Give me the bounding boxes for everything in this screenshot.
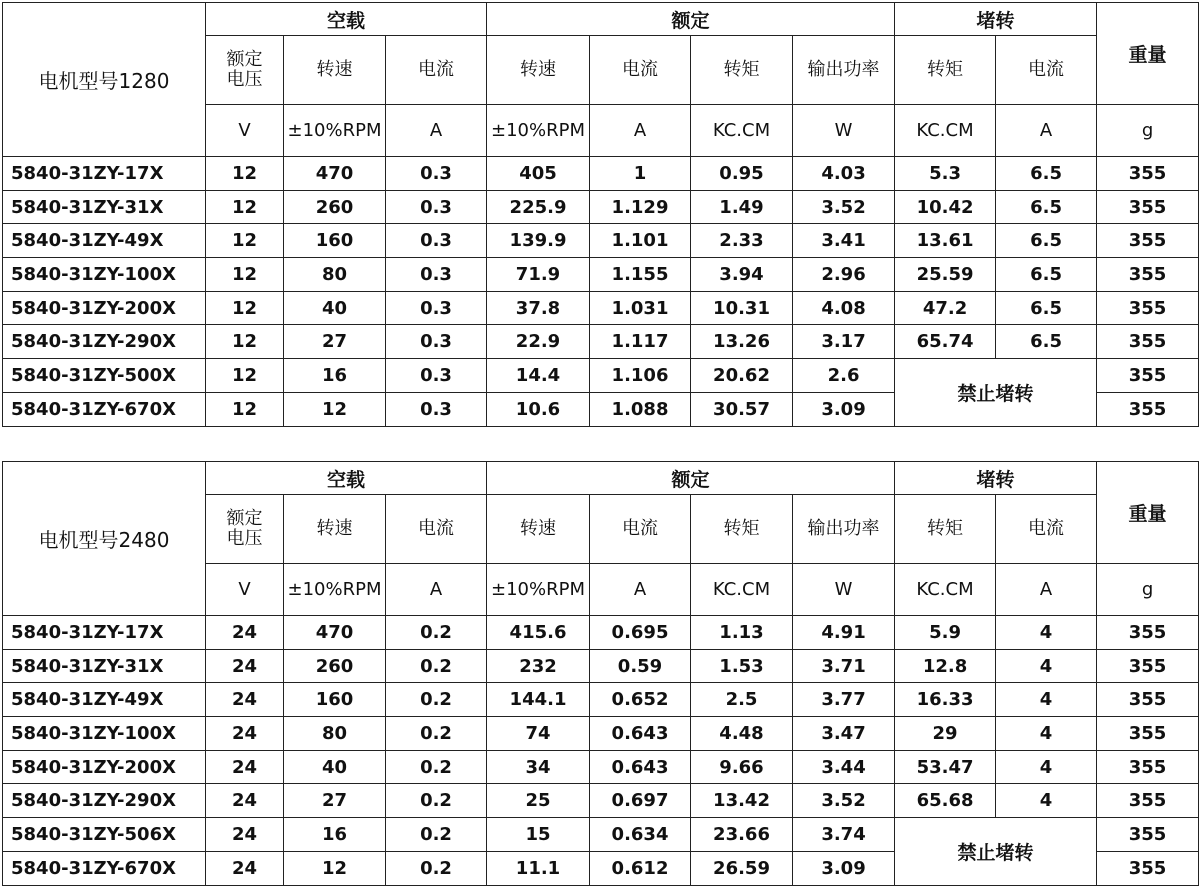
table-cell: 0.3 [386,190,487,224]
table-row [3,258,1199,292]
table-cell: 1.117 [590,325,691,359]
stall-prohibited-cell: 禁止堵转 [895,818,1097,885]
table-cell: 3.52 [793,190,895,224]
table-cell: 4.08 [793,291,895,325]
rated-voltage-header: 额定 电压 [206,495,284,564]
table-cell: 10.42 [895,190,996,224]
table-cell: 0.59 [590,649,691,683]
model-number-cell: 5840-31ZY-290X [3,784,206,818]
table-cell: 9.66 [691,750,793,784]
table-cell: 1.49 [691,190,793,224]
table-cell: 0.697 [590,784,691,818]
table-cell: 12 [206,190,284,224]
table-row [3,616,1199,650]
table-cell: 5.9 [895,616,996,650]
table-cell: 0.695 [590,616,691,650]
table-cell: 260 [284,649,386,683]
table-cell: 3.44 [793,750,895,784]
table-cell: 6.5 [996,291,1097,325]
table-cell: 23.66 [691,818,793,852]
table-cell: 24 [206,750,284,784]
table-row [3,649,1199,683]
table-cell: 3.47 [793,717,895,751]
table-cell: 1.129 [590,190,691,224]
table-cell: 0.3 [386,392,487,426]
table-cell: 6.5 [996,224,1097,258]
table-cell: 144.1 [487,683,590,717]
table-row [3,683,1199,717]
model-number-cell: 5840-31ZY-100X [3,258,206,292]
table-cell: 13.42 [691,784,793,818]
table-row [3,818,1199,852]
table-row [3,325,1199,359]
unit-current: A [590,564,691,616]
table-row [3,291,1199,325]
table-cell: 0.2 [386,616,487,650]
table-cell: 0.2 [386,784,487,818]
table-cell: 1 [590,157,691,191]
table-cell: 34 [487,750,590,784]
table-cell: 355 [1097,224,1199,258]
table-cell: 80 [284,717,386,751]
table-cell: 0.652 [590,683,691,717]
table-cell: 4 [996,616,1097,650]
model-number-cell: 5840-31ZY-500X [3,359,206,393]
table-cell: 27 [284,325,386,359]
table-cell: 4 [996,683,1097,717]
table-cell: 1.13 [691,616,793,650]
table-cell: 12 [206,157,284,191]
table-cell: 25 [487,784,590,818]
model-number-cell: 5840-31ZY-31X [3,190,206,224]
table-cell: 4.91 [793,616,895,650]
table-cell: 355 [1097,616,1199,650]
spec-table-2480 [2,461,1199,886]
table-cell: 12 [206,325,284,359]
table-cell: 14.4 [487,359,590,393]
rated-current-header: 电流 [590,495,691,564]
table-cell: 1.106 [590,359,691,393]
table-cell: 355 [1097,750,1199,784]
table-cell: 0.2 [386,717,487,751]
rated-speed-header: 转速 [487,495,590,564]
table-cell: 355 [1097,717,1199,751]
weight-header: 重量 [1097,462,1199,564]
table-cell: 71.9 [487,258,590,292]
no-load-current-header: 电流 [386,36,487,105]
table-cell: 3.17 [793,325,895,359]
table-cell: 0.3 [386,291,487,325]
unit-current: A [386,564,487,616]
unit-voltage: V [206,564,284,616]
table-row [3,157,1199,191]
unit-speed: ±10%RPM [284,105,386,157]
table-cell: 3.52 [793,784,895,818]
table-cell: 355 [1097,392,1199,426]
weight-header: 重量 [1097,3,1199,105]
table-cell: 10.6 [487,392,590,426]
model-number-cell: 5840-31ZY-670X [3,851,206,885]
table-cell: 24 [206,851,284,885]
table-cell: 6.5 [996,190,1097,224]
table-cell: 20.62 [691,359,793,393]
model-label-cell: 电机型号2480 [3,462,206,616]
no-load-header: 空载 [206,462,487,495]
table-cell: 27 [284,784,386,818]
unit-voltage: V [206,105,284,157]
table-cell: 16 [284,359,386,393]
table-cell: 25.59 [895,258,996,292]
table-cell: 24 [206,649,284,683]
table-cell: 3.77 [793,683,895,717]
rated-voltage-header: 额定 电压 [206,36,284,105]
unit-torque: KC.CM [691,105,793,157]
table-cell: 12.8 [895,649,996,683]
table-cell: 12 [206,291,284,325]
table-cell: 3.74 [793,818,895,852]
model-number-cell: 5840-31ZY-200X [3,750,206,784]
output-power-header: 输出功率 [793,36,895,105]
table-cell: 40 [284,291,386,325]
table-cell: 10.31 [691,291,793,325]
table-cell: 355 [1097,784,1199,818]
table-cell: 13.26 [691,325,793,359]
unit-weight: g [1097,564,1199,616]
table-cell: 24 [206,784,284,818]
model-number-cell: 5840-31ZY-49X [3,683,206,717]
table-cell: 22.9 [487,325,590,359]
table-cell: 160 [284,224,386,258]
table-cell: 12 [284,851,386,885]
table-cell: 1.155 [590,258,691,292]
table-cell: 405 [487,157,590,191]
table-cell: 0.643 [590,717,691,751]
unit-power: W [793,105,895,157]
unit-speed: ±10%RPM [487,105,590,157]
table-cell: 0.2 [386,818,487,852]
rated-speed-header: 转速 [487,36,590,105]
no-load-current-header: 电流 [386,495,487,564]
table-cell: 0.95 [691,157,793,191]
table-cell: 24 [206,717,284,751]
table-cell: 0.3 [386,157,487,191]
unit-power: W [793,564,895,616]
table-body [3,616,1199,886]
table-cell: 260 [284,190,386,224]
table-cell: 0.3 [386,359,487,393]
table-cell: 13.61 [895,224,996,258]
stall-prohibited-cell: 禁止堵转 [895,359,1097,426]
table-cell: 139.9 [487,224,590,258]
table-cell: 1.101 [590,224,691,258]
table-cell: 29 [895,717,996,751]
table-cell: 16 [284,818,386,852]
rated-current-header: 电流 [590,36,691,105]
table-cell: 12 [206,392,284,426]
unit-torque: KC.CM [895,105,996,157]
table-cell: 12 [206,359,284,393]
table-cell: 355 [1097,325,1199,359]
table-cell: 12 [206,258,284,292]
table-cell: 355 [1097,851,1199,885]
table-cell: 40 [284,750,386,784]
table-cell: 232 [487,649,590,683]
table-cell: 0.3 [386,258,487,292]
table-row [3,224,1199,258]
table-cell: 12 [284,392,386,426]
model-number-cell: 5840-31ZY-670X [3,392,206,426]
table-cell: 26.59 [691,851,793,885]
table-row [3,784,1199,818]
table-cell: 4 [996,784,1097,818]
table-cell: 3.94 [691,258,793,292]
table-cell: 355 [1097,649,1199,683]
table-cell: 0.2 [386,750,487,784]
table-row [3,717,1199,751]
table-cell: 415.6 [487,616,590,650]
table-cell: 355 [1097,359,1199,393]
table-cell: 24 [206,616,284,650]
table-cell: 12 [206,224,284,258]
model-number-cell: 5840-31ZY-290X [3,325,206,359]
table-cell: 11.1 [487,851,590,885]
table-cell: 225.9 [487,190,590,224]
spec-table-1280 [2,2,1199,427]
table-cell: 0.2 [386,683,487,717]
table-cell: 1.088 [590,392,691,426]
table-cell: 16.33 [895,683,996,717]
unit-current: A [590,105,691,157]
stall-current-header: 电流 [996,495,1097,564]
table-cell: 2.33 [691,224,793,258]
output-power-header: 输出功率 [793,495,895,564]
table-cell: 470 [284,157,386,191]
table-cell: 53.47 [895,750,996,784]
table-cell: 6.5 [996,325,1097,359]
table-cell: 65.68 [895,784,996,818]
model-number-cell: 5840-31ZY-100X [3,717,206,751]
model-number-cell: 5840-31ZY-17X [3,157,206,191]
model-number-cell: 5840-31ZY-31X [3,649,206,683]
unit-torque: KC.CM [895,564,996,616]
table-cell: 24 [206,818,284,852]
table-cell: 355 [1097,291,1199,325]
table-cell: 0.2 [386,851,487,885]
table-cell: 4 [996,649,1097,683]
table-cell: 355 [1097,683,1199,717]
table-cell: 160 [284,683,386,717]
rated-torque-header: 转矩 [691,495,793,564]
table-cell: 6.5 [996,157,1097,191]
stall-current-header: 电流 [996,36,1097,105]
unit-speed: ±10%RPM [284,564,386,616]
unit-torque: KC.CM [691,564,793,616]
table-cell: 2.6 [793,359,895,393]
table-row [3,190,1199,224]
table-cell: 3.09 [793,392,895,426]
table-cell: 0.643 [590,750,691,784]
table-cell: 355 [1097,818,1199,852]
table-cell: 3.09 [793,851,895,885]
rated-header: 额定 [487,462,895,495]
table-cell: 6.5 [996,258,1097,292]
table-cell: 355 [1097,157,1199,191]
table-cell: 0.3 [386,325,487,359]
no-load-speed-header: 转速 [284,495,386,564]
table-cell: 1.031 [590,291,691,325]
model-number-cell: 5840-31ZY-17X [3,616,206,650]
table-cell: 0.612 [590,851,691,885]
model-number-cell: 5840-31ZY-506X [3,818,206,852]
table-cell: 0.2 [386,649,487,683]
model-label-cell: 电机型号1280 [3,3,206,157]
model-number-cell: 5840-31ZY-200X [3,291,206,325]
table-cell: 15 [487,818,590,852]
stall-header: 堵转 [895,3,1097,36]
table-cell: 355 [1097,258,1199,292]
unit-speed: ±10%RPM [487,564,590,616]
stall-torque-header: 转矩 [895,495,996,564]
table-body [3,157,1199,427]
table-cell: 470 [284,616,386,650]
table-cell: 4.03 [793,157,895,191]
unit-weight: g [1097,105,1199,157]
table-cell: 2.96 [793,258,895,292]
table-cell: 355 [1097,190,1199,224]
table-cell: 74 [487,717,590,751]
unit-current: A [996,564,1097,616]
table-row [3,359,1199,393]
model-number-cell: 5840-31ZY-49X [3,224,206,258]
table-cell: 5.3 [895,157,996,191]
table-cell: 4 [996,717,1097,751]
stall-header: 堵转 [895,462,1097,495]
table-cell: 3.41 [793,224,895,258]
table-cell: 37.8 [487,291,590,325]
table-cell: 0.3 [386,224,487,258]
unit-current: A [996,105,1097,157]
table-cell: 47.2 [895,291,996,325]
table-cell: 24 [206,683,284,717]
rated-torque-header: 转矩 [691,36,793,105]
stall-torque-header: 转矩 [895,36,996,105]
table-cell: 30.57 [691,392,793,426]
table-cell: 0.634 [590,818,691,852]
table-cell: 80 [284,258,386,292]
table-cell: 1.53 [691,649,793,683]
table-cell: 65.74 [895,325,996,359]
rated-header: 额定 [487,3,895,36]
no-load-header: 空载 [206,3,487,36]
unit-current: A [386,105,487,157]
table-cell: 2.5 [691,683,793,717]
no-load-speed-header: 转速 [284,36,386,105]
table-row [3,750,1199,784]
table-cell: 3.71 [793,649,895,683]
table-cell: 4 [996,750,1097,784]
table-cell: 4.48 [691,717,793,751]
